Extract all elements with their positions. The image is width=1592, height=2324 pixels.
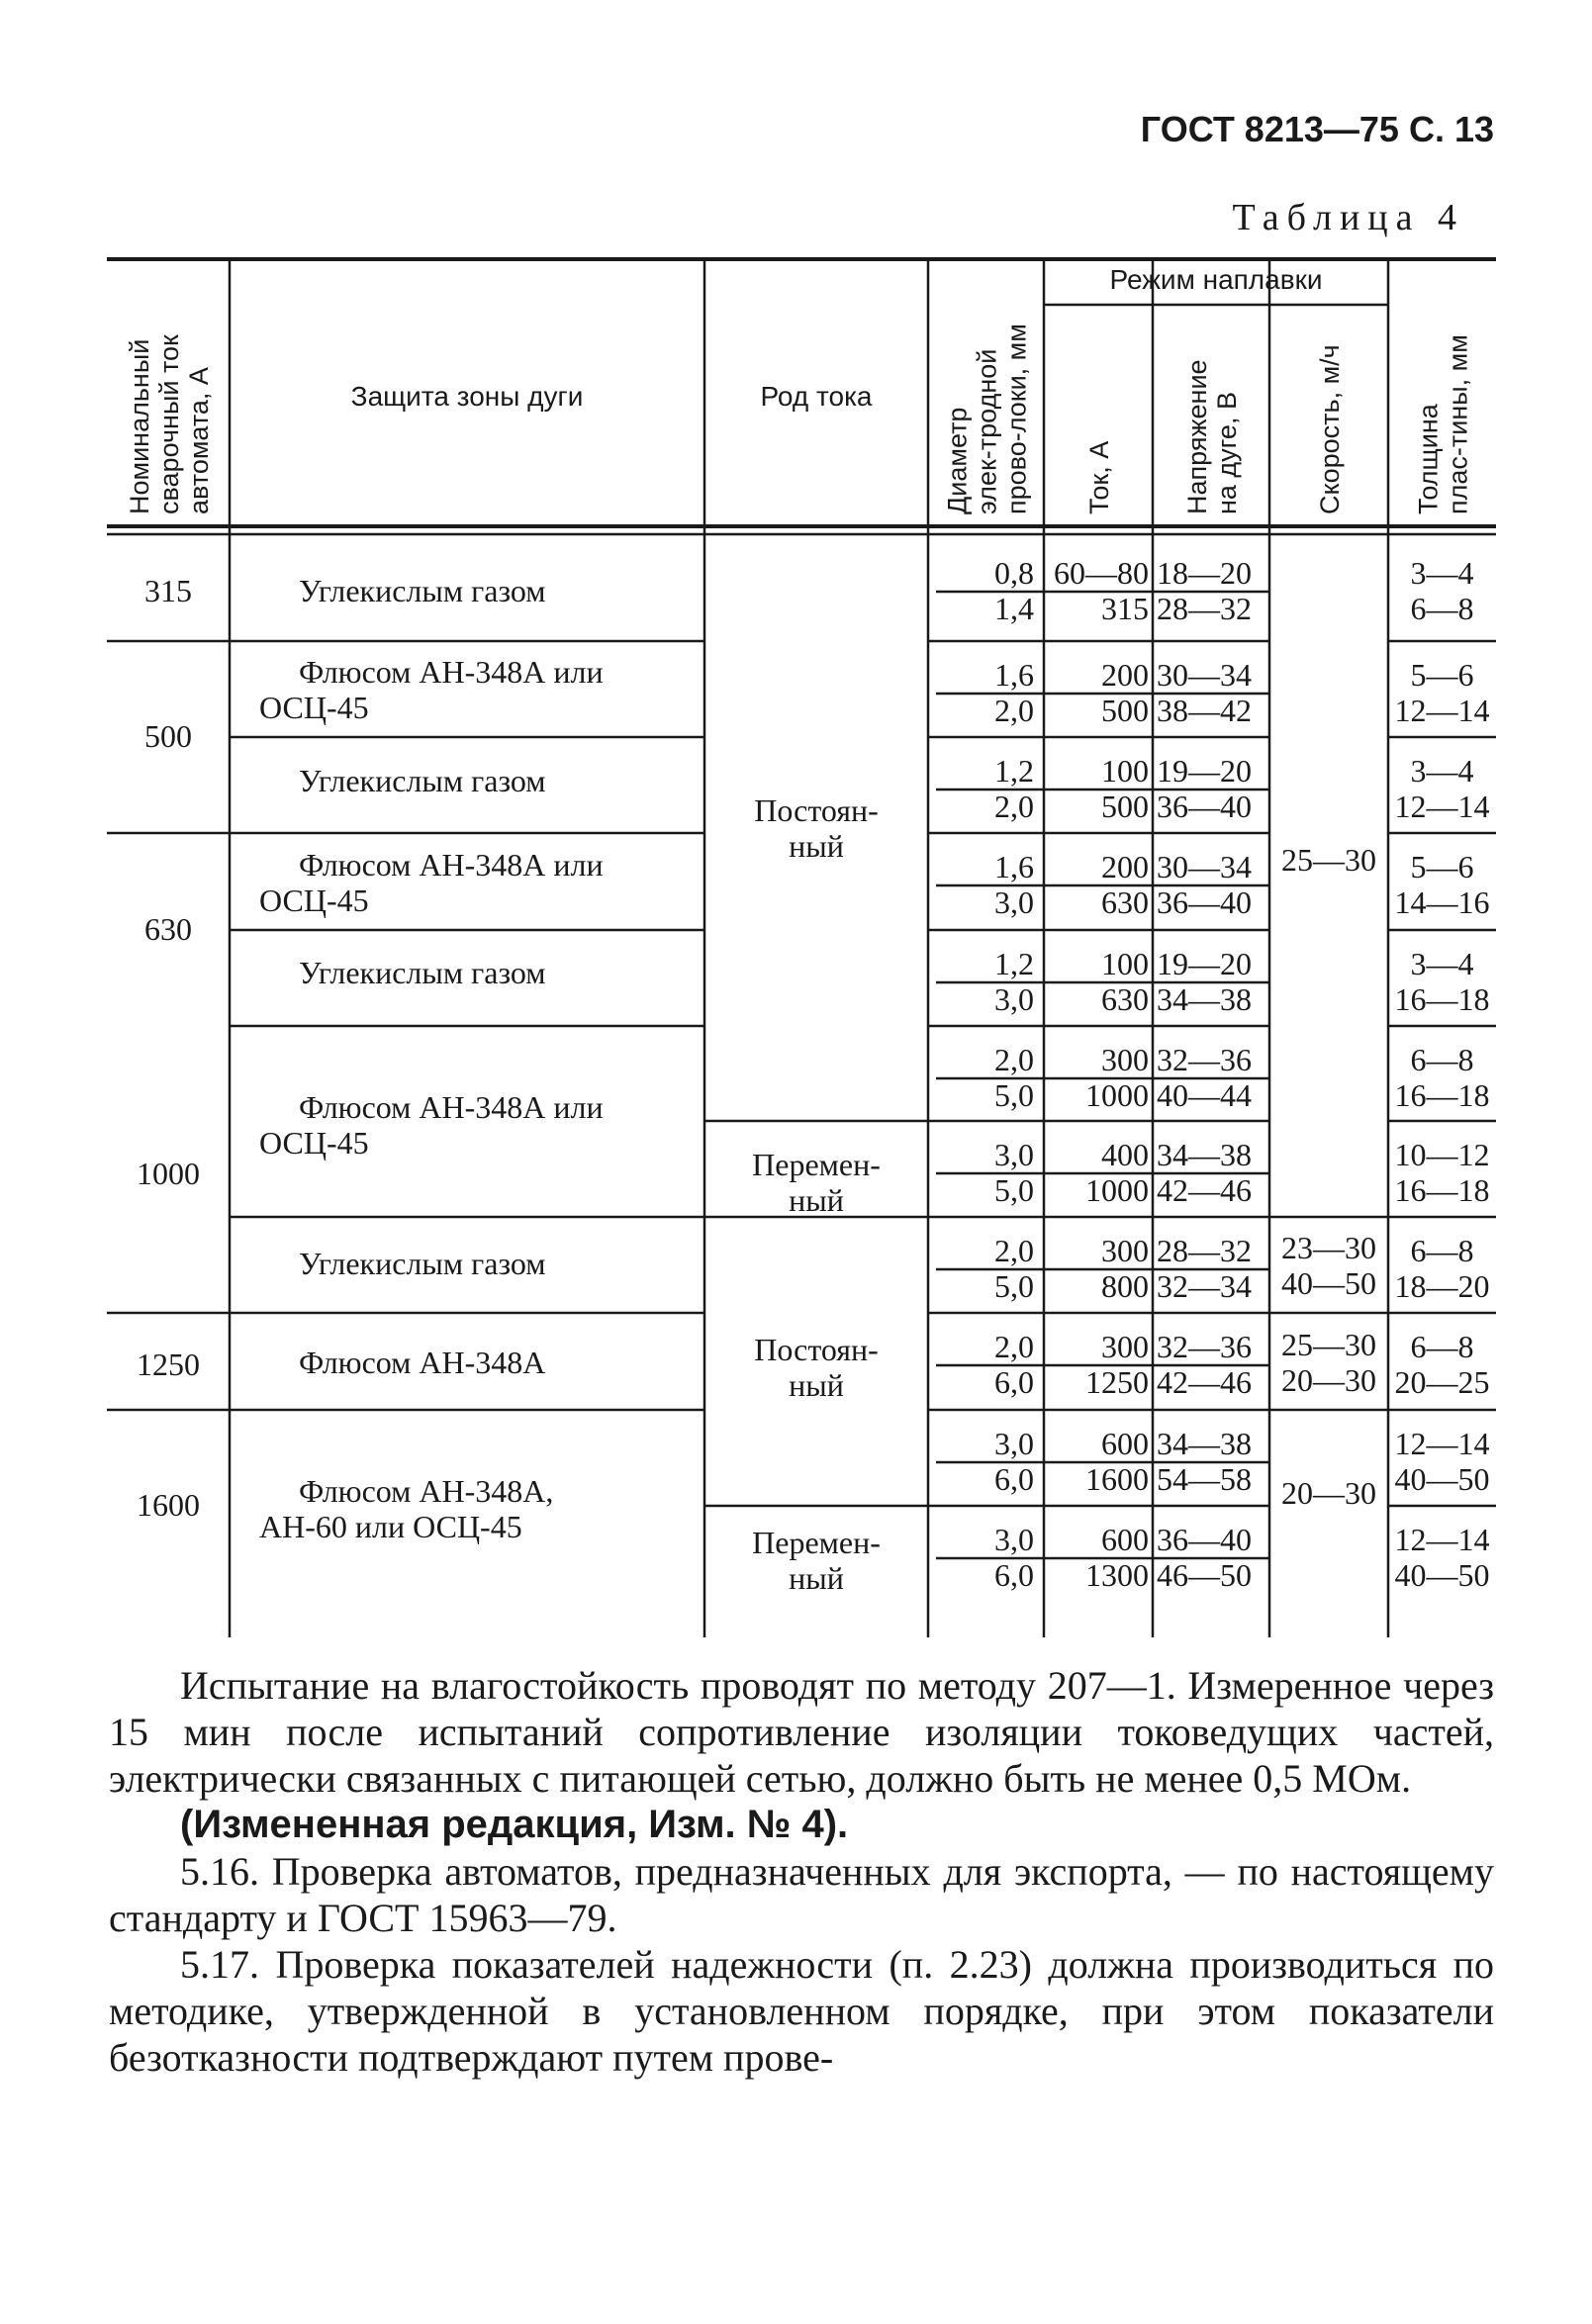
voltage-value: 40—44: [1157, 1077, 1252, 1113]
tok-value: 100: [1101, 946, 1149, 981]
protection-value: АН-60 или ОСЦ-45: [259, 1509, 522, 1544]
protection-value: Флюсом АН-348А или: [299, 847, 604, 883]
tok-value: 600: [1101, 1522, 1149, 1557]
voltage-value: 32—34: [1157, 1268, 1252, 1304]
thickness-value: 6—8: [1410, 1042, 1474, 1077]
tok-value: 300: [1101, 1042, 1149, 1077]
header-voltage: Напряжение: [1182, 359, 1212, 514]
voltage-value: 42—46: [1157, 1172, 1252, 1208]
diameter-value: 1,2: [994, 753, 1034, 789]
tok-value: 630: [1101, 981, 1149, 1017]
diameter-value: 3,0: [994, 1137, 1034, 1172]
paragraph-revision-note: (Измененная редакция, Изм. № 4).: [180, 1803, 849, 1846]
diameter-value: 2,0: [994, 1042, 1034, 1077]
speed-value: 40—50: [1281, 1265, 1376, 1301]
voltage-value: 34—38: [1157, 1426, 1252, 1461]
protection-value: ОСЦ-45: [259, 883, 369, 918]
voltage-value: 30—34: [1157, 657, 1252, 693]
paragraph-moisture-test: Испытание на влагостойкость проводят по методу 207—1. Измеренное через 15 мин после испытаний сопротивление изоляции токоведущих частей, электрически связанных с питающей сетью, должно быть не менее 0,5 МОм.: [109, 1663, 1494, 1801]
header-voltage: на дуге, В: [1212, 392, 1242, 514]
current-type-value: Перемен-: [752, 1525, 881, 1560]
paragraph-5-16: 5.16. Проверка автоматов, предназначенных для экспорта, — по настоящему стандарту и ГОСТ 15963—79.: [109, 1849, 1494, 1940]
speed-value: 25—30: [1281, 842, 1376, 878]
tok-value: 1250: [1085, 1364, 1149, 1400]
nominal-current-value: 500: [144, 718, 192, 754]
protection-value: Углекислым газом: [299, 573, 546, 608]
diameter-value: 1,6: [994, 849, 1034, 884]
paragraph-5-17: 5.17. Проверка показателей надежности (п. 2.23) должна производиться по методике, утвержденной в установленном порядке, при этом показатели безотказности подтверждают путем прове-: [109, 1942, 1494, 2080]
thickness-value: 5—6: [1410, 657, 1474, 693]
speed-value: 25—30: [1281, 1327, 1376, 1362]
voltage-value: 32—36: [1157, 1042, 1252, 1077]
diameter-value: 2,0: [994, 693, 1034, 728]
diameter-value: 2,0: [994, 789, 1034, 824]
thickness-value: 40—50: [1394, 1461, 1490, 1497]
thickness-value: 12—14: [1394, 693, 1490, 728]
tok-value: 300: [1101, 1233, 1149, 1268]
voltage-value: 18—20: [1157, 555, 1252, 591]
protection-value: ОСЦ-45: [259, 690, 369, 725]
diameter-value: 6,0: [994, 1461, 1034, 1497]
speed-value: 20—30: [1281, 1475, 1376, 1511]
voltage-value: 36—40: [1157, 884, 1252, 920]
thickness-value: 12—14: [1394, 1522, 1490, 1557]
thickness-value: 16—18: [1394, 1172, 1490, 1208]
thickness-value: 16—18: [1394, 1077, 1490, 1113]
voltage-value: 42—46: [1157, 1364, 1252, 1400]
voltage-value: 34—38: [1157, 981, 1252, 1017]
header-tok: Ток, А: [1084, 440, 1114, 514]
protection-value: ОСЦ-45: [259, 1125, 369, 1161]
thickness-value: 3—4: [1410, 946, 1474, 981]
protection-value: Флюсом АН-348А или: [299, 654, 604, 690]
voltage-value: 19—20: [1157, 753, 1252, 789]
nominal-current-value: 1000: [137, 1156, 200, 1191]
header-diameter: Диаметр: [942, 407, 973, 514]
header-nominal-current: Номинальный: [125, 338, 154, 514]
diameter-value: 3,0: [994, 1522, 1034, 1557]
header-nominal-current: сварочный ток: [154, 334, 184, 514]
nominal-current-value: 1250: [137, 1347, 200, 1382]
tok-value: 630: [1101, 884, 1149, 920]
current-type-value: ный: [789, 1182, 844, 1218]
speed-value: 23—30: [1281, 1230, 1376, 1265]
nominal-current-value: 630: [144, 911, 192, 947]
protection-value: Флюсом АН-348А: [299, 1345, 546, 1380]
diameter-value: 2,0: [994, 1329, 1034, 1364]
thickness-value: 5—6: [1410, 849, 1474, 884]
protection-value: Углекислым газом: [299, 1246, 546, 1281]
diameter-value: 3,0: [994, 1426, 1034, 1461]
diameter-value: 5,0: [994, 1172, 1034, 1208]
running-title: ГОСТ 8213—75 С. 13: [1140, 109, 1494, 149]
voltage-value: 28—32: [1157, 1233, 1252, 1268]
diameter-value: 6,0: [994, 1364, 1034, 1400]
thickness-value: 3—4: [1410, 753, 1474, 789]
voltage-value: 54—58: [1157, 1461, 1252, 1497]
tok-value: 400: [1101, 1137, 1149, 1172]
diameter-value: 6,0: [994, 1557, 1034, 1593]
voltage-value: 46—50: [1157, 1557, 1252, 1593]
voltage-value: 36—40: [1157, 1522, 1252, 1557]
thickness-value: 12—14: [1394, 1426, 1490, 1461]
diameter-value: 5,0: [994, 1268, 1034, 1304]
diameter-value: 3,0: [994, 981, 1034, 1017]
current-type-value: Постоян-: [754, 792, 879, 828]
voltage-value: 19—20: [1157, 946, 1252, 981]
header-diameter: элек-тродной: [972, 348, 1002, 514]
speed-value: 20—30: [1281, 1362, 1376, 1398]
thickness-value: 40—50: [1394, 1557, 1490, 1593]
current-type-value: ный: [789, 1367, 844, 1403]
diameter-value: 1,2: [994, 946, 1034, 981]
diameter-value: 0,8: [994, 555, 1034, 591]
current-type-value: Перемен-: [752, 1147, 881, 1182]
tok-value: 1000: [1085, 1172, 1149, 1208]
current-type-value: Постоян-: [754, 1332, 879, 1367]
header-thickness: плас-тины, мм: [1443, 334, 1473, 514]
protection-value: Флюсом АН-348А,: [299, 1473, 554, 1509]
tok-value: 100: [1101, 753, 1149, 789]
thickness-value: 16—18: [1394, 981, 1490, 1017]
voltage-value: 32—36: [1157, 1329, 1252, 1364]
voltage-value: 28—32: [1157, 591, 1252, 626]
tok-value: 1000: [1085, 1077, 1149, 1113]
protection-value: Углекислым газом: [299, 763, 546, 798]
diameter-value: 3,0: [994, 884, 1034, 920]
diameter-value: 5,0: [994, 1077, 1034, 1113]
thickness-value: 20—25: [1394, 1364, 1490, 1400]
thickness-value: 6—8: [1410, 1233, 1474, 1268]
protection-value: Флюсом АН-348А или: [299, 1089, 604, 1125]
current-type-value: ный: [789, 1560, 844, 1596]
thickness-value: 12—14: [1394, 789, 1490, 824]
voltage-value: 38—42: [1157, 693, 1252, 728]
tok-value: 800: [1101, 1268, 1149, 1304]
tok-value: 60—80: [1054, 555, 1149, 591]
tok-value: 1300: [1085, 1557, 1149, 1593]
header-protection: Защита зоны дуги: [350, 381, 584, 412]
tok-value: 300: [1101, 1329, 1149, 1364]
header-diameter: прово-локи, мм: [1001, 324, 1032, 514]
diameter-value: 1,6: [994, 657, 1034, 693]
tok-value: 1600: [1085, 1461, 1149, 1497]
current-type-value: ный: [789, 828, 844, 864]
tok-value: 500: [1101, 693, 1149, 728]
nominal-current-value: 315: [144, 573, 192, 608]
nominal-current-value: 1600: [137, 1487, 200, 1523]
header-current-type: Род тока: [760, 381, 873, 412]
thickness-value: 14—16: [1394, 884, 1490, 920]
body-text: [109, 1662, 1494, 2081]
tok-value: 200: [1101, 657, 1149, 693]
thickness-value: 6—8: [1410, 591, 1474, 626]
header-nominal-current: автомата, А: [184, 367, 214, 514]
voltage-value: 30—34: [1157, 849, 1252, 884]
tok-value: 500: [1101, 789, 1149, 824]
diameter-value: 1,4: [994, 591, 1034, 626]
protection-value: Углекислым газом: [299, 955, 546, 990]
thickness-value: 10—12: [1394, 1137, 1490, 1172]
thickness-value: 18—20: [1394, 1268, 1490, 1304]
diameter-value: 2,0: [994, 1233, 1034, 1268]
thickness-value: 6—8: [1410, 1329, 1474, 1364]
header-mode: Режим наплавки: [1109, 264, 1323, 295]
thickness-value: 3—4: [1410, 555, 1474, 591]
voltage-value: 34—38: [1157, 1137, 1252, 1172]
header-speed: Скорость, м/ч: [1315, 344, 1345, 514]
table-caption: Таблица 4: [1232, 197, 1464, 238]
tok-value: 200: [1101, 849, 1149, 884]
voltage-value: 36—40: [1157, 789, 1252, 824]
tok-value: 600: [1101, 1426, 1149, 1461]
tok-value: 315: [1101, 591, 1149, 626]
header-thickness: Толщина: [1413, 404, 1444, 514]
